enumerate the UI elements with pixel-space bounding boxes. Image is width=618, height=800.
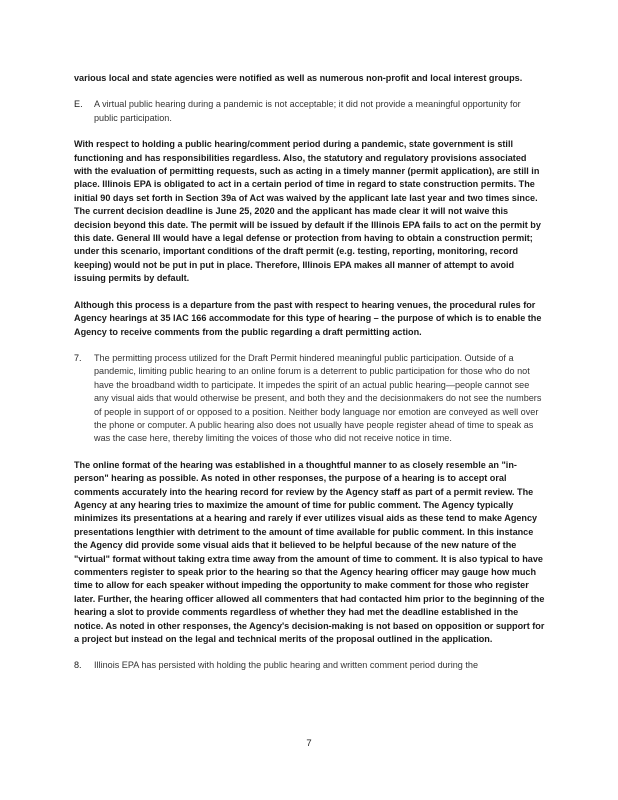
item-label: E. — [74, 99, 83, 110]
item-text: A virtual public hearing during a pandemic is not acceptable; it did not provide a meaningful opportunity for public participation. — [94, 99, 521, 123]
item-text: The permitting process utilized for the Draft Permit hindered meaningful public participation. Outside of a pandemic, limiting public hearing to an online forum is a deterrent to public participation for those who do not have the broadband width to participate. It impedes the spirit of an actual public hearing—people cannot see any visual aids that would otherwise be present, and both they and the decisionmakers do not see the numbers of people in support of or opposed to a position. Neither body language nor emotion are conveyed as well over the phone or computer. A public hearing also does not usually have people register ahead of time to speak as was the case here, thereby limiting the voices of those who did not receive notice in time. — [94, 352, 542, 444]
comment-item-7 — [74, 352, 546, 446]
response-paragraph: The online format of the hearing was established in a thoughtful manner to as closely resemble an "in-person" hearing as possible. As noted in other responses, the purpose of a hearing is to accept oral comments accurately into the hearing record for review by the Agency staff as part of a permit review. The Agency at any hearing tries to maximize the amount of time for public comment. The Agency typically minimizes its presentations at a hearing and rarely if ever utilizes visual aids as these tend to make Agency presentations lengthier with detriment to the amount of time available for public comment. In this instance the Agency did provide some visual aids that it believed to be helpful because of the new nature of the "virtual" format without taking extra time away from the amount of time to comment. It is also typical to have commenters register to speak prior to the hearing so that the Agency hearing officer may gauge how much time to allow for each speaker without impeding the opportunity to make comment for those who register later. Further, the hearing officer allowed all commenters that had contacted him prior to the beginning of the hearing a slot to provide comments regardless of whether they had met the deadline established in the notice. As noted in other responses, the Agency's decision-making is not based on opposition or support for a project but instead on the legal and technical merits of the proposal outlined in the application. — [74, 459, 545, 645]
page-content — [74, 72, 546, 686]
comment-item-e — [74, 98, 546, 125]
item-text: Illinois EPA has persisted with holding the public hearing and written comment period during the — [94, 660, 479, 671]
page-number: 7 — [306, 738, 312, 749]
response-paragraph: Although this process is a departure from the past with respect to hearing venues, the procedural rules for Agency hearings at 35 IAC 166 accommodate for this type of hearing – the purpose of which is to enable the Agency to receive comments from the public regarding a draft permitting action. — [74, 299, 542, 337]
item-label: 8. — [74, 660, 82, 671]
item-label: 7. — [74, 352, 82, 363]
response-paragraph: With respect to holding a public hearing/comment period during a pandemic, state government is still functioning and has responsibilities regardless. Also, the statutory and regulatory provisions associated with the evaluation of permitting requests, such as acting in a timely manner (permit application), are still in place. Illinois EPA is obligated to act in a certain period of time in regard to state construction permits. The initial 90 days set forth in Section 39a of Act was waived by the applicant late last year and two times since. The current decision deadline is June 25, 2020 and the applicant has made clear it will not waive this decision beyond this date. The permit will be issued by default if the Illinois EPA fails to act on the permit by this date. General III would have a legal defense or protection from having to obtain a construction permit; under this scenario, important conditions of the draft permit (e.g. testing, reporting, monitoring, record keeping) would not be put in put in place. Therefore, Illinois EPA makes all manner of attempt to avoid issuing permits by default. — [74, 139, 541, 284]
paragraph-continuation: various local and state agencies were notified as well as numerous non-profit and local interest groups. — [74, 73, 523, 83]
comment-item-8 — [74, 659, 546, 672]
